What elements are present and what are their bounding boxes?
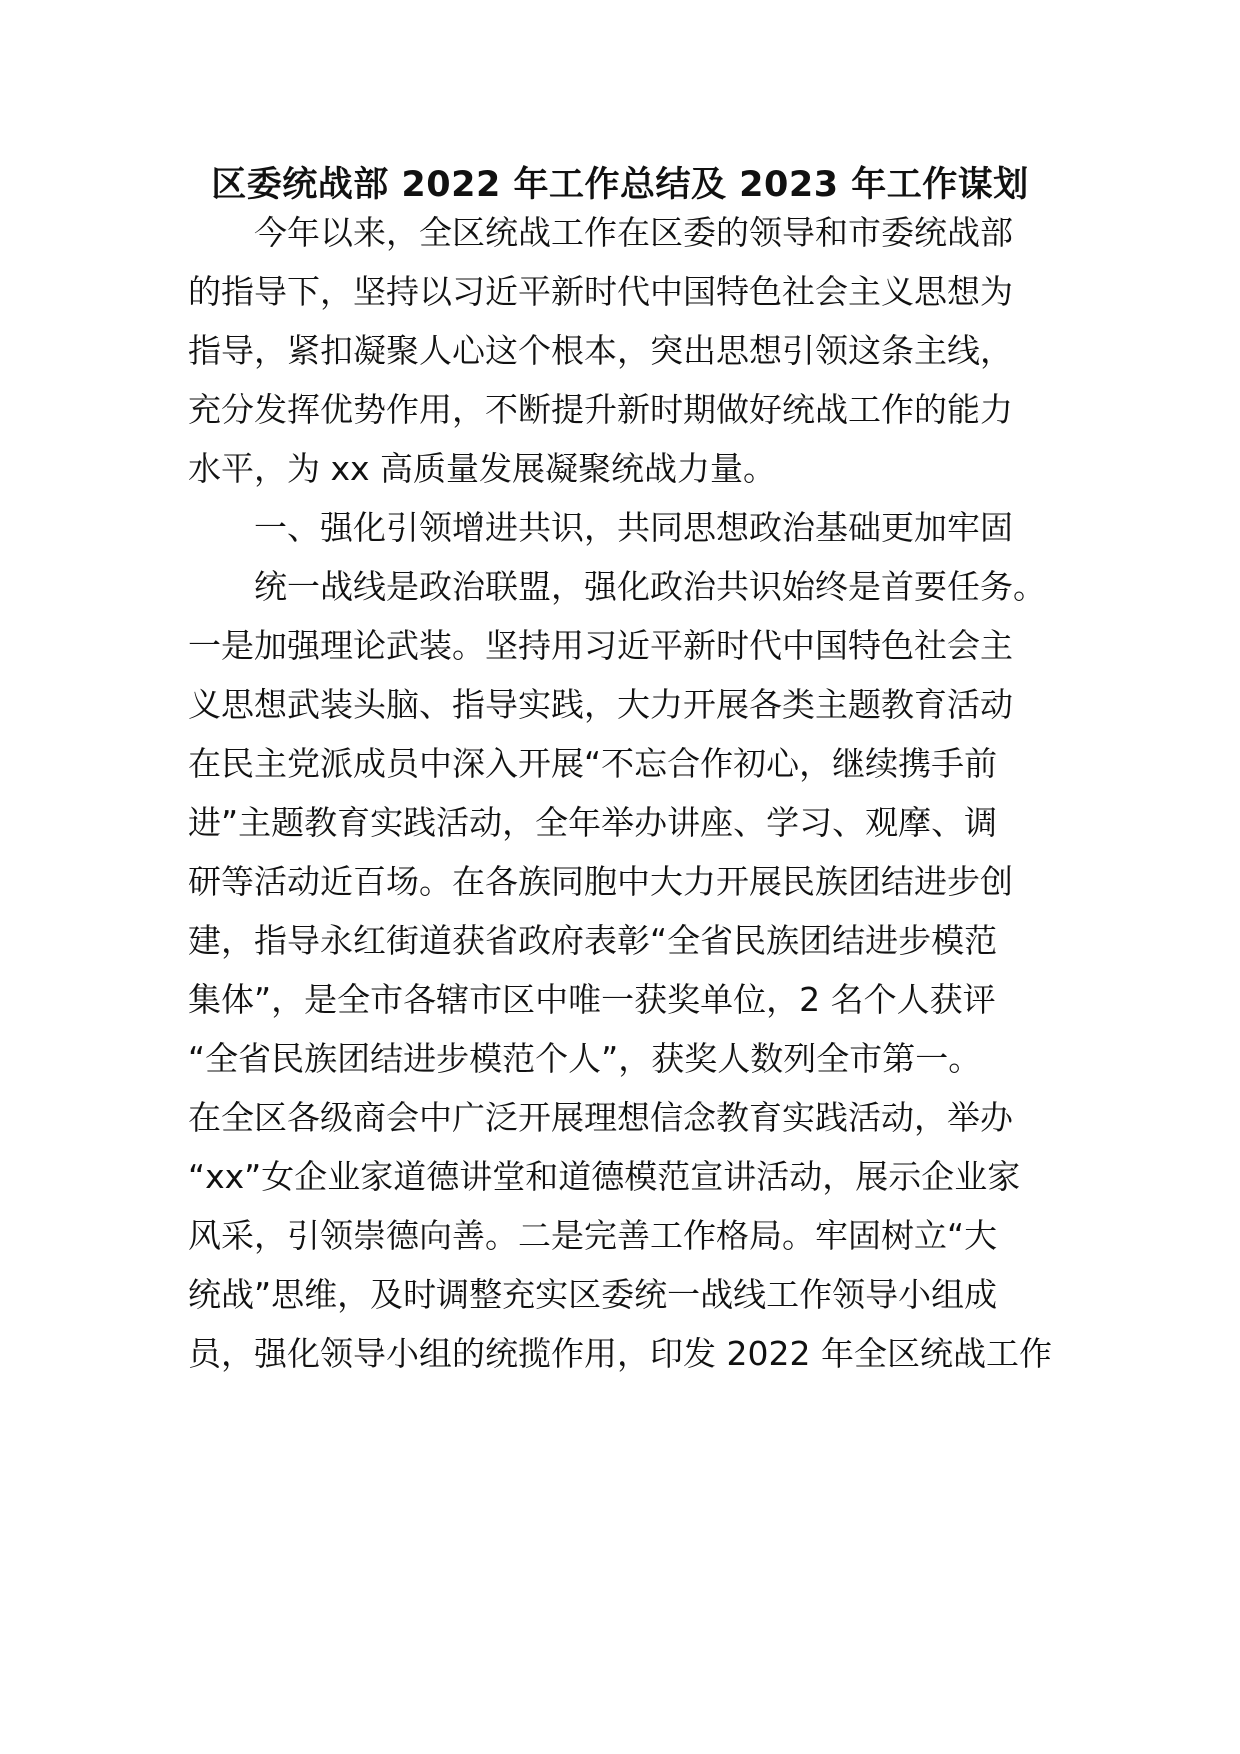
body-line: 指导，紧扣凝聚人心这个根本，突出思想引领这条主线， (188, 331, 1013, 370)
section-heading: 一、强化引领增进共识，共同思想政治基础更加牢固 (188, 508, 1013, 547)
body-line: 员，强化领导小组的统揽作用，印发 2022 年全区统战工作 (188, 1334, 1052, 1373)
body-line: “全省民族团结进步模范个人”，获奖人数列全市第一。 (188, 1039, 982, 1078)
body-line: 义思想武装头脑、指导实践，大力开展各类主题教育活动 (188, 685, 1013, 724)
body-line: 在全区各级商会中广泛开展理想信念教育实践活动，举办 (188, 1098, 1013, 1137)
body-line: 今年以来，全区统战工作在区委的领导和市委统战部 (188, 213, 1013, 252)
body-line: 的指导下，坚持以习近平新时代中国特色社会主义思想为 (188, 272, 1013, 311)
document-title: 区委统战部 2022 年工作总结及 2023 年工作谋划 (211, 165, 1029, 205)
body-line: 统战”思维，及时调整充实区委统一战线工作领导小组成 (188, 1275, 998, 1314)
body-line: “xx”女企业家道德讲堂和道德模范宣讲活动，展示企业家 (188, 1157, 1021, 1196)
body-line: 建，指导永红街道获省政府表彰“全省民族团结进步模范 (188, 921, 998, 960)
body-line: 集体”，是全市各辖市区中唯一获奖单位，2 名个人获评 (188, 980, 996, 1019)
body-line: 水平，为 xx 高质量发展凝聚统战力量。 (188, 449, 777, 488)
body-line: 研等活动近百场。在各族同胞中大力开展民族团结进步创 (188, 862, 1013, 901)
body-line: 充分发挥优势作用，不断提升新时期做好统战工作的能力 (188, 390, 1013, 429)
body-line: 风采，引领崇德向善。二是完善工作格局。牢固树立“大 (188, 1216, 998, 1255)
body-line: 在民主党派成员中深入开展“不忘合作初心，继续携手前 (188, 744, 998, 783)
body-line: 进”主题教育实践活动，全年举办讲座、学习、观摩、调 (188, 803, 998, 842)
body-line: 一是加强理论武装。坚持用习近平新时代中国特色社会主 (188, 626, 1013, 665)
body-line: 统一战线是政治联盟，强化政治共识始终是首要任务。 (188, 567, 1046, 606)
